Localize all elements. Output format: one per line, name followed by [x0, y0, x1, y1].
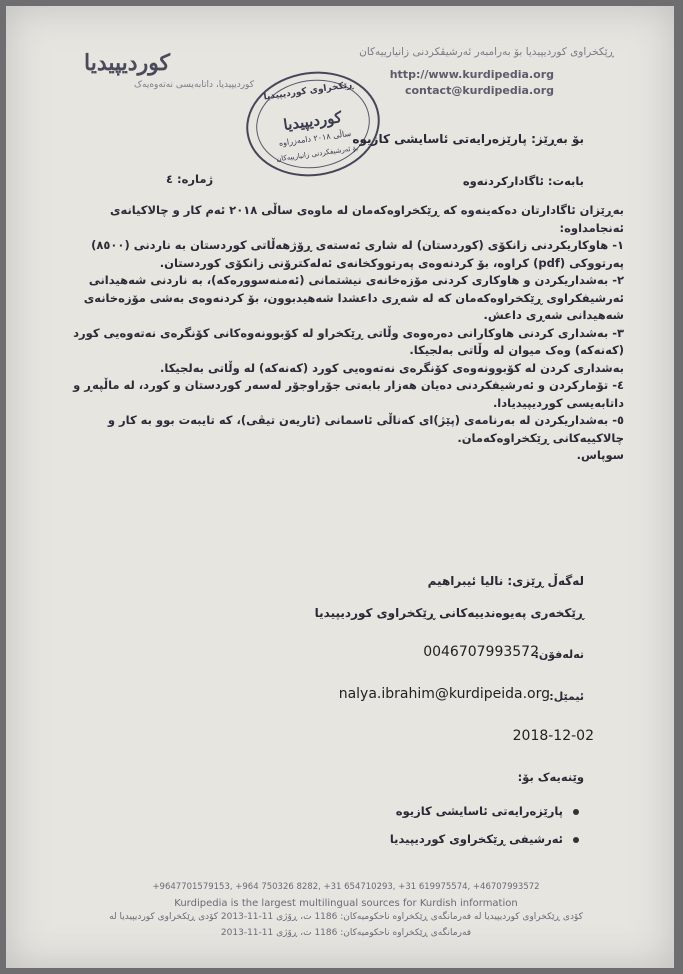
email-address[interactable]: nalya.ibrahim@kurdipeida.org	[338, 686, 550, 702]
body-item-3: ٣- بەشداری کردنی هاوکارانی دەرەوەی وڵاتی ڕێکخراو لە کۆبوونەوەکانی کۆنگرەی نەتەوەیی کورد (کەنەکە) وەک میوان لە وڵاتی بەلجیکا.	[73, 325, 624, 357]
logo-tagline: کوردیپیدیا، داتابەیسی نەتەوەیەک	[133, 80, 254, 90]
signature-title: ڕێکخەری پەیوەندییەکانی ڕێکخراوی کوردیپیدیا	[314, 606, 584, 620]
footer-registration-1: کۆدی ڕێکخراوی کوردیپیدیا لە فەرمانگەی ڕێکخراوە ناحکومیەکان: 1186 ت، ڕۆژی 11-11-2013 کۆدی ڕێکخراوی کوردیپیدیا لە	[109, 912, 583, 922]
phone-label: تەلەفۆن:	[534, 648, 584, 661]
body-item-5: ٥- بەشداریکردن لە بەرنامەی (پێژ)ای کەناڵی ئاسمانی (ئاریەن تیڤی)، کە تایبەت بوو بە کار و چالاکییەکانی ڕێکخراوەکەمان.	[107, 413, 624, 445]
cc-item	[390, 832, 579, 846]
body-item-3b: بەشداری کردن لە کۆبوونەوەی کۆنگرەی نەتەوەیی کورد (کەنەکە) لە وڵاتی بەلجیکا.	[160, 360, 624, 375]
bullet-icon	[573, 837, 579, 843]
body-item-4: ٤- تۆمارکردن و ئەرشیفکردنی دەیان هەزار بابەتی جۆراوجۆر لەسەر کوردستان و کورد، لە ماڵپەڕ و داتابەیسی کوردیپیدیادا.	[73, 378, 624, 410]
logo-wordmark: کوردیپیدیا	[84, 50, 171, 76]
stamp-year-text: ساڵی ٢٠١٨ دامەزراوە	[278, 128, 352, 148]
letter-body	[44, 202, 624, 465]
stamp-middle-text: کوردیپیدیا	[282, 108, 343, 135]
letter-page	[6, 6, 674, 968]
stamp-bottom-text: بۆ ئەرشیفکردنی زانیارییەکان	[275, 144, 359, 164]
recipient-line: بۆ بەڕێز: پارێزەرایەتی ئاسایشی کازیوە	[352, 132, 584, 146]
body-item-2: ٢- بەشداریکردن و هاوکاری کردنی مۆزەخانەی نیشتمانی (ئەمنەسوورەکە)، بە ناردنی شەهیدانی ئەرشیفکراوی ڕێکخراوەکەمان کە لە شەڕی داعشدا شەهیدبوون، بۆ کردنەوەی بەشی مۆزەخانەی شەهیدانی شەڕی داعش.	[83, 273, 624, 322]
footer-registration-2: فەرمانگەی ڕێکخراوە ناحکومیەکان: 1186 ت، ڕۆژی 11-11-2013	[220, 928, 472, 938]
footer-phones: +9647701579153, +964 750326 8282, +31 654710293, +31 619975574, +46707993572	[152, 882, 540, 892]
cc-item	[396, 804, 579, 818]
bullet-icon	[573, 809, 579, 815]
cc-label: وێنەیەک بۆ:	[517, 770, 584, 784]
body-intro: بەڕێزان ئاگادارتان دەکەینەوە کە ڕێکخراوەکەمان لە ماوەی ساڵی ٢٠١٨ ئەم کار و چالاکیانەی ئەنجامداوە:	[109, 203, 624, 235]
organization-stamp	[239, 63, 386, 185]
body-item-1: ١- هاوکاریکردنی زانکۆی (کوردستان) لە شاری ئەستەی ڕۆژهەڵاتی کوردستان بە ناردنی (٨٥٠٠) پەرتووکی (pdf) کراوە، بۆ کردنەوەی پەرتووکخانەی ئەلەکترۆنی زانکۆی کوردستان.	[91, 238, 624, 270]
header-email[interactable]: contact@kurdipedia.org	[404, 84, 554, 97]
footer-tagline: Kurdipedia is the largest multilingual sources for Kurdish information	[174, 898, 518, 909]
email-label: ئیمێل:	[549, 690, 584, 703]
phone-number: 0046707993572	[423, 644, 539, 660]
stamp-top-text: ڕێکخراوی کوردیپیدیا	[263, 80, 354, 103]
header-org-name: ڕێکخراوی کوردیپیدیا بۆ بەرامبەر ئەرشیڤکردنی زانیارییەکان	[359, 46, 614, 58]
reference-number: ژمارە: ٤	[166, 172, 214, 186]
body-closing: سوپاس.	[576, 448, 624, 462]
signature-name: لەگەڵ ڕێزی: نالیا ئیبراهیم	[427, 574, 584, 588]
kurdipedia-logo	[84, 50, 254, 100]
cc-item-text: پارێزەرایەتی ئاسایشی کازیوە	[395, 804, 563, 818]
letter-date: 2018-12-02	[512, 728, 594, 744]
header-url[interactable]: http://www.kurdipedia.org	[389, 68, 554, 81]
cc-item-text: ئەرشیفی ڕێکخراوی کوردیپیدیا	[389, 832, 563, 846]
subject-line: بابەت: ئاگادارکردنەوە	[462, 174, 584, 188]
